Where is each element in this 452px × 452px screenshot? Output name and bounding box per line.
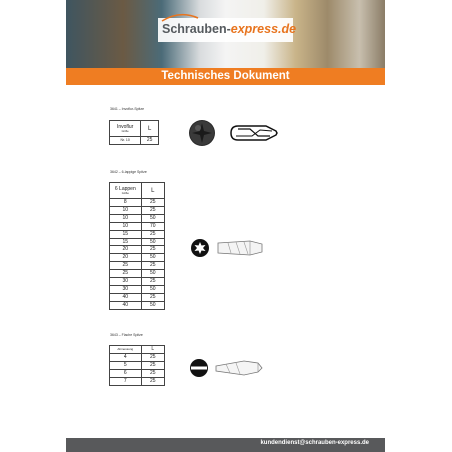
table-cell: 25 [141,377,164,385]
torx-bit-icon [216,239,266,257]
table-cell: 50 [141,238,164,246]
table-cell: 10 [110,206,142,214]
table-cell: 10 [110,222,142,230]
table-row [110,301,165,309]
invoflur-col1-label: Invoflur [116,124,134,130]
table-cell: 25 [141,199,164,207]
footer-email-link[interactable]: kundendienst@schrauben-express.de [260,440,369,446]
table-cell: 30 [110,278,142,286]
table-cell: 70 [141,222,164,230]
section-invoflur-title: 3641 – Invoflur-Spitze [110,107,145,111]
table-cell: 25 [141,369,164,377]
table-row [110,230,165,238]
flach-table [109,345,165,386]
slotted-head-icon [189,358,209,378]
section-flach-title: 3643 – Flache Spitze [110,333,143,337]
table-cell: 15 [110,238,142,246]
table-row [110,206,165,214]
table-cell: 5 [110,361,142,369]
table-cell: 50 [141,254,164,262]
lappig-col2-header: L [141,183,164,199]
table-row [110,246,165,254]
table-cell: 50 [141,270,164,278]
table-cell: 25 [141,278,164,286]
table-cell: 10 [110,214,142,222]
lappig-table [109,182,165,310]
table-cell: Nr. 10 [110,137,141,145]
table-cell: 50 [141,285,164,293]
document-page [66,0,385,452]
table-row [110,278,165,286]
table-cell: 25 [141,230,164,238]
table-cell: 30 [110,285,142,293]
logo-accent-text: express.de [230,22,297,36]
footer [66,438,385,452]
table-row [110,214,165,222]
table-cell: 50 [141,301,164,309]
table-cell: 6 [110,369,142,377]
torx-head-icon [190,238,210,258]
table-cell: 15 [110,230,142,238]
lappig-col1-label: 6 Lappen [114,186,136,192]
table-cell: 50 [141,214,164,222]
table-row [110,361,165,369]
table-row [110,137,159,145]
table-cell: 40 [110,301,142,309]
table-cell: 25 [141,246,164,254]
table-cell: 25 [141,262,164,270]
document-banner: Technisches Dokument [66,68,385,85]
invoflur-col2-header: L [141,121,159,137]
table-cell: 25 [141,353,164,361]
lappig-col1-header [110,183,142,199]
table-row [110,353,165,361]
table-cell: 20 [110,246,142,254]
table-row [110,222,165,230]
invoflur-head-icon [187,118,217,148]
invoflur-col1-sub: Größe [121,130,129,133]
table-row [110,377,165,385]
table-cell: 20 [110,254,142,262]
table-cell: 8 [110,199,142,207]
section-lappig-title: 3642 – 6-lappige Spitze [110,170,147,174]
table-row [110,369,165,377]
invoflur-table [109,120,159,145]
table-row [110,238,165,246]
table-cell: 4 [110,353,142,361]
table-cell: 25 [141,361,164,369]
table-cell: 7 [110,377,142,385]
table-cell: 25 [141,206,164,214]
table-row [110,262,165,270]
table-row [110,254,165,262]
table-cell: 25 [141,137,159,145]
lappig-col1-sub: Größe [121,192,129,195]
invoflur-bit-icon [228,123,280,143]
header-photo [66,0,385,68]
logo [158,18,297,42]
table-row [110,285,165,293]
table-row [110,293,165,301]
flach-col1-header: Abmessung [110,346,142,354]
invoflur-col1-header [110,121,141,137]
flach-col2-header: L [141,346,164,354]
table-cell: 25 [110,270,142,278]
table-cell: 25 [110,262,142,270]
table-cell: 25 [141,293,164,301]
slotted-bit-icon [214,358,266,378]
table-row [110,270,165,278]
table-cell: 40 [110,293,142,301]
table-row [110,199,165,207]
logo-main-text: Schrauben- [162,22,231,36]
logo-swoosh-icon [160,12,200,22]
